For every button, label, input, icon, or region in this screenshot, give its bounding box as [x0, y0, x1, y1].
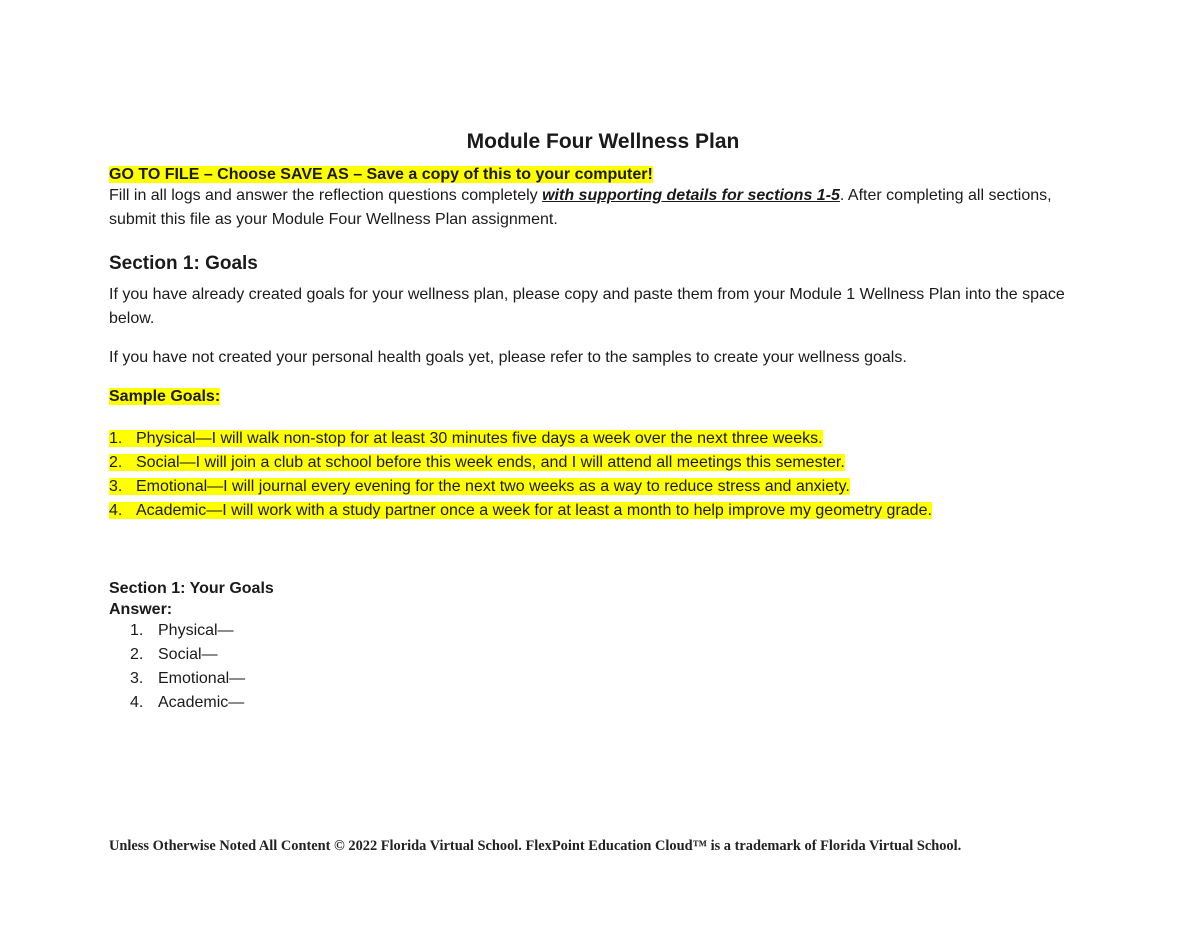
list-item: [109, 427, 1094, 451]
answer-list[interactable]: [130, 619, 1115, 715]
list-item-number: 2.: [109, 454, 123, 471]
list-item-number: 1.: [109, 430, 123, 447]
copyright-footer: Unless Otherwise Noted All Content © 2022 Florida Virtual School. FlexPoint Education Cloud™ is a trademark of Florida Virtual School.: [109, 838, 962, 854]
section-1-heading: Section 1: Goals: [109, 253, 258, 274]
list-item-number: 4.: [109, 502, 123, 519]
page-title: Module Four Wellness Plan: [466, 130, 740, 153]
list-item-number: 3.: [109, 478, 123, 495]
save-instruction: [109, 165, 1094, 185]
list-item-text: Academic—: [158, 694, 245, 711]
list-item-text: Physical—: [158, 622, 234, 639]
section-1-paragraph-1: If you have already created goals for your wellness plan, please copy and paste them from your Module 1 Wellness Plan into the space below.: [109, 286, 1065, 327]
instructions-emphasis: with supporting details for sections 1-5: [542, 187, 840, 204]
list-item: [109, 499, 1094, 523]
answer-item-physical[interactable]: [130, 619, 1115, 643]
list-item-text: Emotional—: [158, 670, 246, 687]
answer-label: Answer:: [109, 601, 173, 618]
list-item-text: Physical—I will walk non-stop for at least 30 minutes five days a week over the next three weeks.: [136, 430, 823, 447]
your-goals-heading: Section 1: Your Goals: [109, 580, 274, 597]
list-item: [109, 475, 1094, 499]
instructions-text-part2: . After completing all sections, submit this file as your Module Four Wellness Plan assignment.: [109, 187, 1052, 228]
sample-goals-label: [109, 385, 1094, 409]
list-item: [109, 451, 1094, 475]
list-item-number: 3.: [130, 670, 144, 687]
sample-goals-label-text: Sample Goals:: [109, 388, 221, 405]
list-item-text: Emotional—I will journal every evening for the next two weeks as a way to reduce stress and anxiety.: [136, 478, 850, 495]
answer-item-social[interactable]: [130, 643, 1115, 667]
list-item-text: Social—I will join a club at school before this week ends, and I will attend all meetings this semester.: [136, 454, 845, 471]
list-item-text: Academic—I will work with a study partner once a week for at least a month to help improve my geometry grade.: [136, 502, 932, 519]
list-item-number: 4.: [130, 694, 144, 711]
sample-goals-list: [109, 427, 1094, 523]
list-item-text: Social—: [158, 646, 218, 663]
list-item-number: 2.: [130, 646, 144, 663]
save-instruction-text: GO TO FILE – Choose SAVE AS – Save a copy of this to your computer!: [109, 166, 653, 183]
section-1-paragraph-2: If you have not created your personal health goals yet, please refer to the samples to create your wellness goals.: [109, 349, 907, 366]
answer-item-academic[interactable]: [130, 691, 1115, 715]
list-item-number: 1.: [130, 622, 144, 639]
answer-item-emotional[interactable]: [130, 667, 1115, 691]
instructions-paragraph: [109, 184, 1094, 232]
instructions-text-part1: Fill in all logs and answer the reflection questions completely: [109, 187, 543, 204]
